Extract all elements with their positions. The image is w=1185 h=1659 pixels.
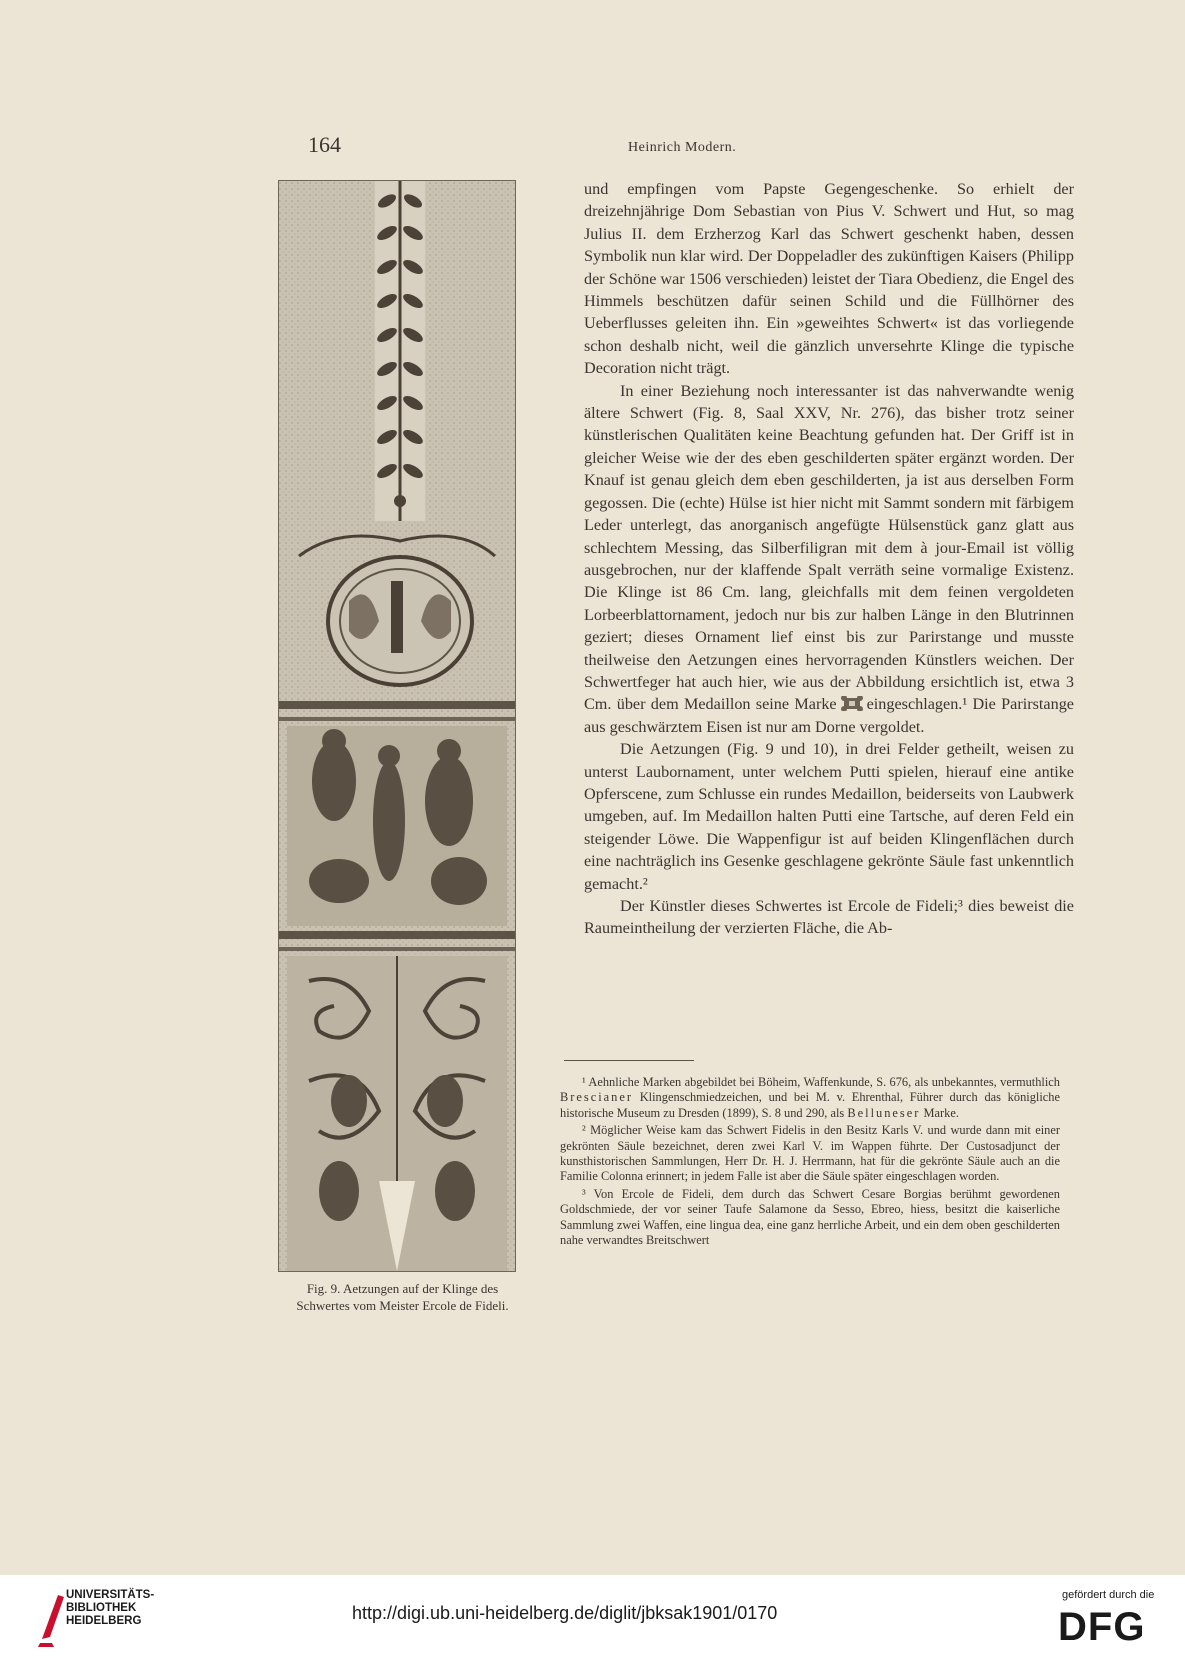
footnote-1-text-b: Brescianer [560,1090,633,1105]
footnote-3: ³ Von Ercole de Fideli, dem durch das Schwert Cesare Borgias berühmt gewordenen Goldschmiede, der vor seiner Taufe Salamone da Sesso, Ebreo, hiess, besitzt die kaiserliche Sammlung zwei Waffen, eine lingua dea, eine ganz herrliche Arbeit, und ein dem oben geschilderten nahe verwandtes Breitschwert [560,1186,1060,1248]
paragraph-2 [584,380,1074,739]
figure-caption [270,1280,535,1314]
paragraph-1: und empfingen vom Papste Gegengeschenke. So erhielt der dreizehnjährige Dom Sebastian von Pius V. Schwert und Hut, so mag Julius II. dem Erzherzog Karl das Schwert geschenkt haben, dessen Symbolik nun klar wird. Der Doppeladler des zukünftigen Kaisers (Philipp der Schöne war 1506 verschieden) leistet der Tiara Obedienz, die Engel des Himmels beschützen dafür seinen Schild und die Füllhörner des Ueberflusses geleiten ihn. Ein »geweihtes Schwert« ist das vorliegende schon deshalb nicht, weil die gänzlich unversehrte Klinge die typische Decoration nicht trägt. [584,180,1074,378]
footnotes [560,1075,1060,1250]
figure-caption-line-1: Fig. 9. Aetzungen auf der Klinge des [306,1281,499,1296]
permalink-url[interactable]: http://digi.ub.uni-heidelberg.de/diglit/jbksak1901/0170 [352,1603,778,1623]
dfg-logo: DFG [1058,1605,1146,1649]
paragraph-2-part-2: eingeschlagen.¹ Die Parirstange aus geschwärztem Eisen ist nur am Dorne vergoldet. [584,695,1074,736]
footnote-2: ² Möglicher Weise kam das Schwert Fidelis in den Besitz Karls V. und wurde dann mit einer gekrönten Säule bezeichnet, deren zwei Karl V. im Wappen führte. Der Custosadjunct der kunsthistorischen Sammlungen, Herr Dr. H. J. Herrmann, hat für die gekrönte Säule auch an die Familie Colonna erinnert; in jedem Falle ist aber die Säule später eingeschlagen worden. [560,1123,1060,1184]
blade-illustration [279,181,515,1271]
footer-bar [0,1575,1185,1659]
body-text [584,178,1074,940]
running-head: Heinrich Modern. [628,140,737,155]
footnote-1-text-d: Belluneser [847,1105,921,1120]
paragraph-2-part-1: In einer Beziehung noch interessanter ist das nahverwandte wenig ältere Schwert (Fig. 8, Saal XXV, Nr. 276), das bisher trotz seiner künstlerischen Qualitäten keine Beachtung gefunden hat. Der Griff ist in gleicher Weise wie der des eben geschilderten später ergänzt worden. Der Knauf ist genau gleich dem eben geschilderten, ja ist aus derselben Form gegossen. Die (echte) Hülse ist hier nicht mit Sammt sondern mit färbigem Leder unterlegt, das anorganisch angefügte Hülsenstück ganz glatt aus schlechtem Messing, das Silberfiligran mit dem à jour-Email ist völlig ausgebrochen, nur der klaffende Spalt verräth seine vormalige Existenz. Die Klinge ist 86 Cm. lang, gleichfalls mit dem feinen vergoldeten Lorbeerblattornament, jedoch nur bis zur halben Länge in den Blutrinnen geziert; dieses Ornament lief einst bis zur Parirstange und musste theilweise den Aetzungen eines hervorragenden Künstlers weichen. Der Schwertfeger hat auch hier, wie aus der Abbildung ersichtlich ist, etwa 3 Cm. über dem Medaillon seine Marke [584,381,1074,714]
page-number: 164 [308,132,341,157]
figure-caption-line-2: Schwertes vom Meister Ercole de Fideli. [296,1298,509,1313]
paragraph-3: Die Aetzungen (Fig. 9 und 10), in drei Felder getheilt, weisen zu unterst Laubornament, unter welchem Putti spielen, hierauf eine antike Opferscene, zum Schlusse ein rundes Medaillon, beiderseits von Laubwerk umgeben, auf. Im Medaillon halten Putti eine Tartsche, auf deren Feld ein steigender Löwe. Die Wappenfigur ist auf beiden Klingenflächen durch eine nachträglich ins Gesenke geschlagene gekrönte Säule fast unkenntlich gemacht.² [584,740,1074,893]
footnote-divider [564,1060,694,1061]
library-name-line-3: HEIDELBERG [66,1615,142,1627]
footnote-1 [560,1075,1060,1121]
funded-by-label: gefördert durch die [1062,1589,1155,1601]
smith-mark-icon [841,696,863,711]
footnote-1-text-a: ¹ Aehnliche Marken abgebildet bei Böheim, Waffenkunde, S. 676, als unbekanntes, vermuthlich [582,1075,1060,1089]
footnote-1-text-e: Marke. [923,1105,959,1120]
library-name-line-2: BIBLIOTHEK [66,1602,137,1614]
paragraph-4: Der Künstler dieses Schwertes ist Ercole de Fideli;³ dies beweist die Raumeintheilung der verzierten Fläche, die Ab- [584,897,1074,938]
university-library-name [66,1589,154,1628]
library-name-line-1: UNIVERSITÄTS- [66,1589,155,1601]
sword-blade-etching-figure [278,180,516,1272]
footnote-1-text-c: Klingenschmiedzeichen, und bei M. v. Ehrenthal, Führer durch das königliche historische Museum zu Dresden (1899), S. 8 und 290, als [560,1090,1060,1120]
